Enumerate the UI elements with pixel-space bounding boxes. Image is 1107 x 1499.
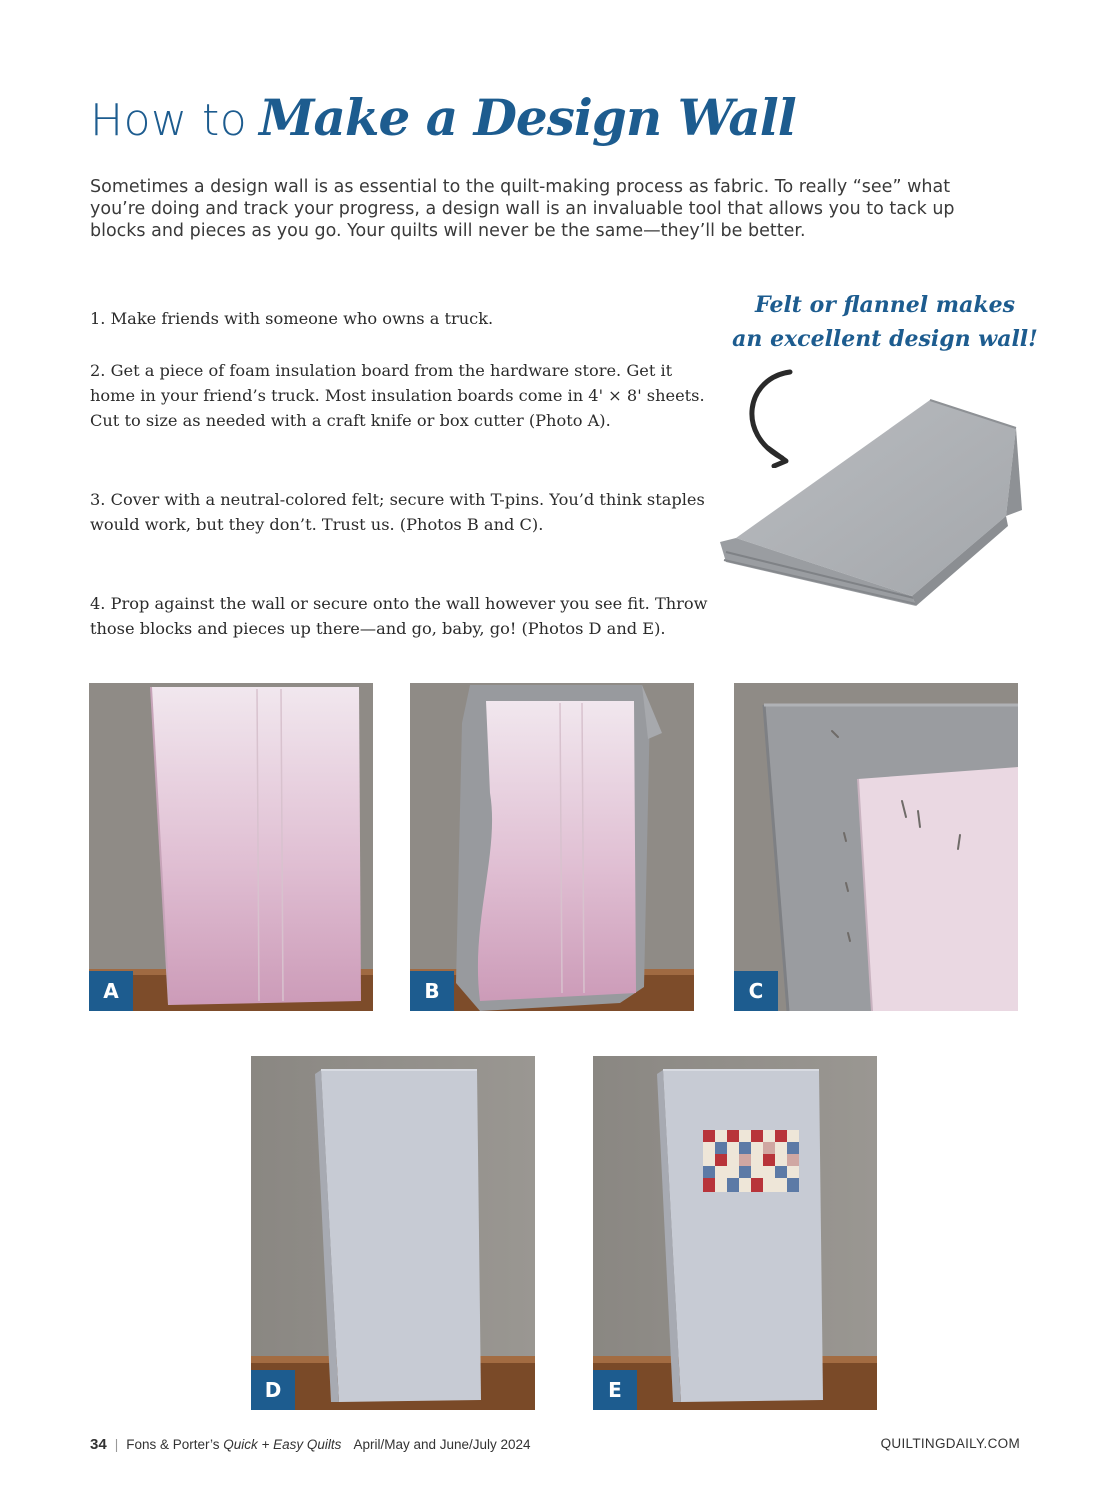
step-2: 2. Get a piece of foam insulation board from the hardware store. Get it home in your friend’s truck. Most insulation boards come in 4' × 8' sheets. Cut to size as needed with a craft knife or box cutter (Photo A).: [90, 361, 705, 430]
page-title: [90, 88, 796, 147]
page-number: 34: [90, 1436, 107, 1453]
step-4: 4. Prop against the wall or secure onto the wall however you see fit. Throw those blocks and pieces up there—and go, baby, go! (Photos D and E).: [90, 594, 708, 638]
step-3: 3. Cover with a neutral-colored felt; secure with T-pins. You’d think staples would work, but they don’t. Trust us. (Photos B and C).: [90, 490, 705, 534]
magazine-title: Quick + Easy Quilts: [223, 1437, 342, 1452]
callout-line-2: an excellent design wall!: [732, 326, 1038, 352]
footer-separator: |: [114, 1437, 119, 1452]
photo-a: [89, 683, 373, 1011]
footer-left: [90, 1436, 531, 1453]
title-script: Make a Design Wall: [259, 88, 796, 147]
photo-a-image: [89, 683, 373, 1011]
quilt-block-image: [703, 1130, 799, 1192]
photo-e-label: E: [593, 1370, 637, 1410]
intro-paragraph: Sometimes a design wall is as essential to the quilt-making process as fabric. To really “see” what you’re doing and track your progress, a design wall is an invaluable tool that allows you to tack up blocks and pieces as you go. Your quilts will never be the same—they’ll be better.: [90, 177, 955, 241]
photo-e: [593, 1056, 877, 1410]
photo-b-image: [410, 683, 694, 1011]
photo-d: [251, 1056, 535, 1410]
title-plain: How to: [90, 95, 248, 146]
photo-d-image: [251, 1056, 535, 1410]
callout-line-1: Felt or flannel makes: [755, 292, 1015, 318]
photo-c: [734, 683, 1018, 1011]
callout-text: [722, 288, 1048, 356]
step-1: 1. Make friends with someone who owns a truck.: [90, 309, 494, 328]
photo-c-image: [734, 683, 1018, 1011]
issue-date: April/May and June/July 2024: [353, 1437, 531, 1452]
folded-felt-image: [716, 392, 1032, 608]
photo-b-label: B: [410, 971, 454, 1011]
photo-a-label: A: [89, 971, 133, 1011]
magazine-prefix: Fons & Porter’s: [126, 1437, 220, 1452]
website-url: QUILTINGDAILY.COM: [880, 1436, 1020, 1451]
photo-e-image: [593, 1056, 877, 1410]
photo-d-label: D: [251, 1370, 295, 1410]
photo-c-label: C: [734, 971, 778, 1011]
photo-b: [410, 683, 694, 1011]
